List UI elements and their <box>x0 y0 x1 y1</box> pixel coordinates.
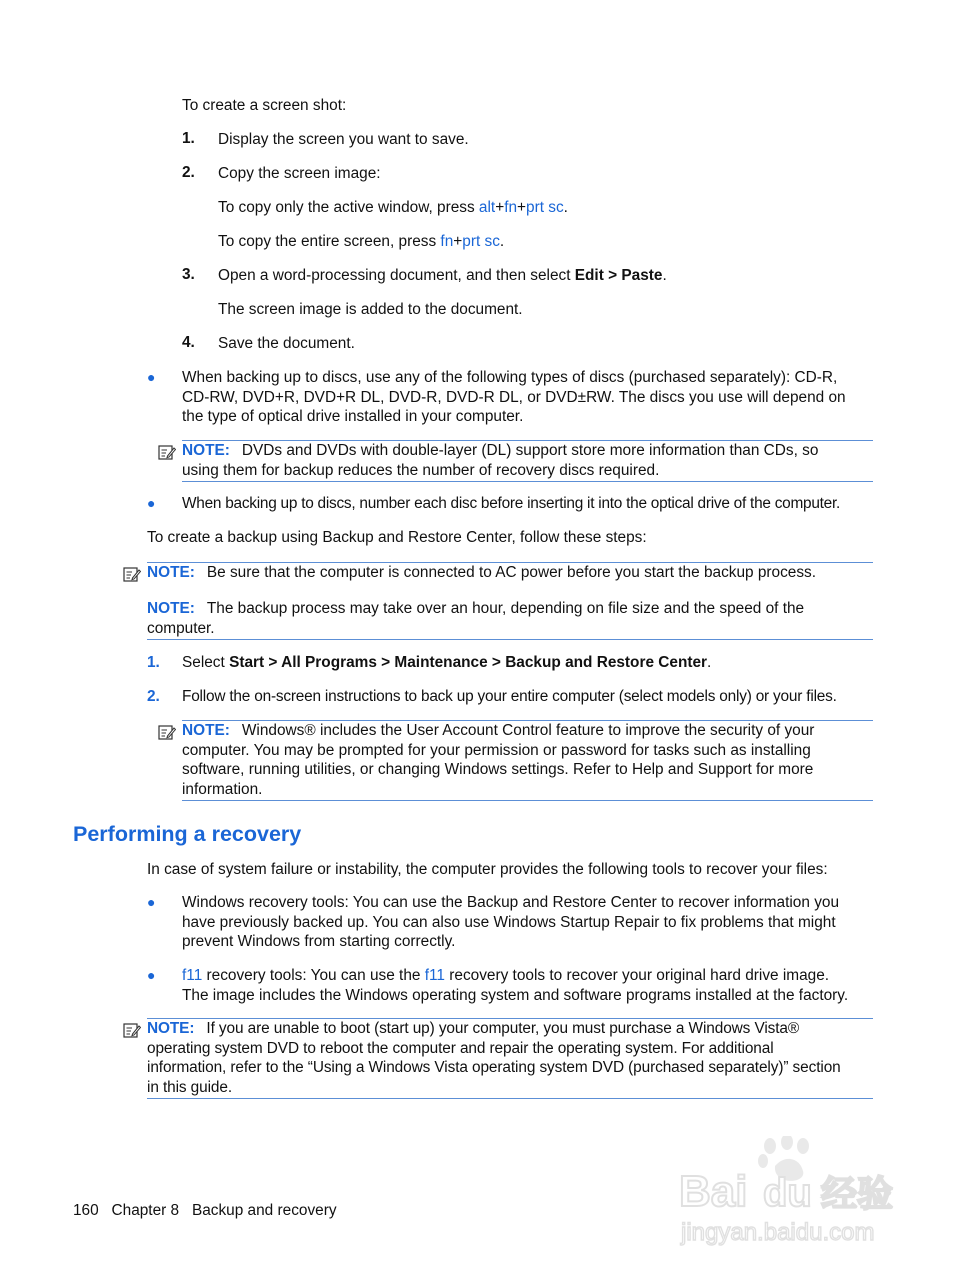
step-number: 4. <box>182 334 195 351</box>
step-number: 1. <box>182 130 195 147</box>
note-vista-dvd: NOTE: If you are unable to boot (start up) your computer, you must purchase a Windows Vista® operating system DVD to reboot the computer and repair the operating system. For additional information, refer to the “Using a Windows Vista operating system DVD (purchased separately)” section in this guide. <box>147 1020 841 1096</box>
note-ac-power: NOTE: Be sure that the computer is connected to AC power before you start the backup process. <box>147 564 817 581</box>
bullet-f11-recovery: f11 recovery tools: You can use the f11 recovery tools to recover your original hard drive image. The image includes the Windows operating system and software programs installed at the factory. <box>182 967 849 1004</box>
note-label: NOTE: <box>147 564 195 581</box>
key-f11: f11 <box>424 967 445 984</box>
step-text: Open a word-processing document, and then select Edit > Paste. <box>218 267 667 284</box>
note-rule-bottom <box>147 1098 873 1099</box>
backup-intro: To create a backup using Backup and Restore Center, follow these steps: <box>147 529 647 546</box>
note-uac: NOTE: Windows® includes the User Account Control feature to improve the security of your computer. You may be prompted for your permission or password for tasks such as installing software, running utilities, or changing Windows settings. Refer to Help and Support for more information. <box>182 722 815 798</box>
note-icon <box>123 1022 141 1038</box>
baidu-jingyan-watermark <box>675 1136 915 1246</box>
bullet-windows-recovery: Windows recovery tools: You can use the Backup and Restore Center to recover information you have previously backed up. You can also use Windows Startup Repair to fix problems that might prevent Windows from starting correctly. <box>182 894 840 950</box>
svg-text:du: du <box>763 1171 812 1215</box>
paw-logo-icon <box>675 1136 915 1246</box>
step-number: 1. <box>147 654 160 671</box>
note-label: NOTE: <box>182 442 230 459</box>
copy-entire-instruction: To copy the entire screen, press fn+prt sc. <box>218 233 505 250</box>
page-footer <box>73 1202 337 1220</box>
bullet-icon: ● <box>147 967 156 983</box>
note-label: NOTE: <box>182 722 230 739</box>
svg-text:jingyan.baidu.com: jingyan.baidu.com <box>681 1219 875 1246</box>
svg-text:经验: 经验 <box>821 1174 894 1215</box>
section-heading: Performing a recovery <box>73 822 302 846</box>
backup-step-text: Follow the on-screen instructions to back up your entire computer (select models only) or your files. <box>182 688 837 705</box>
step-text: Copy the screen image: <box>218 165 381 182</box>
key-prt-sc: prt sc <box>526 199 564 216</box>
step-number: 2. <box>182 164 195 181</box>
backup-step-text: Select Start > All Programs > Maintenance > Backup and Restore Center. <box>182 654 712 671</box>
key-fn: fn <box>440 233 454 250</box>
svg-text:Bai: Bai <box>679 1167 748 1216</box>
note-icon <box>123 566 141 582</box>
note-icon <box>158 444 176 460</box>
chapter-title: Backup and recovery <box>191 1202 337 1219</box>
key-prt-sc: prt sc <box>462 233 500 250</box>
note-rule-bottom <box>147 639 873 640</box>
key-f11: f11 <box>182 967 203 984</box>
intro-text: To create a screen shot: <box>182 97 347 114</box>
note-rule-bottom <box>182 481 873 482</box>
bullet-icon: ● <box>147 495 156 511</box>
step-number: 3. <box>182 266 195 283</box>
key-fn: fn <box>504 199 518 216</box>
step-text: Save the document. <box>218 335 355 352</box>
note-label: NOTE: <box>147 600 195 617</box>
step-number: 2. <box>147 688 160 705</box>
bullet-icon: ● <box>147 894 156 910</box>
recovery-intro: In case of system failure or instability, the computer provides the following tools to recover your files: <box>147 861 828 878</box>
key-alt: alt <box>478 199 496 216</box>
note-dl-discs: NOTE: DVDs and DVDs with double-layer (DL) support store more information than CDs, so using them for backup reduces the number of recovery discs required. <box>182 442 819 479</box>
note-label: NOTE: <box>147 1020 195 1037</box>
note-backup-time: NOTE: The backup process may take over an hour, depending on file size and the speed of the computer. <box>147 600 805 637</box>
step-result: The screen image is added to the document. <box>218 301 523 318</box>
bullet-number-discs: When backing up to discs, number each disc before inserting it into the optical drive of the computer. <box>182 495 841 512</box>
bullet-discs: When backing up to discs, use any of the following types of discs (purchased separately): CD-R, CD-RW, DVD+R, DVD+R DL, DVD-R, DVD-R DL, or DVD±RW. The discs you use will depend on the type of optical drive installed in your computer. <box>182 369 846 425</box>
note-icon <box>158 724 176 740</box>
step-text: Display the screen you want to save. <box>218 131 469 148</box>
bullet-icon: ● <box>147 369 156 385</box>
copy-active-instruction: To copy only the active window, press alt+fn+prt sc. <box>218 199 568 216</box>
note-rule-bottom <box>182 800 873 801</box>
chapter-label: Chapter 8 <box>111 1202 180 1219</box>
page-number: 160 <box>73 1202 99 1219</box>
